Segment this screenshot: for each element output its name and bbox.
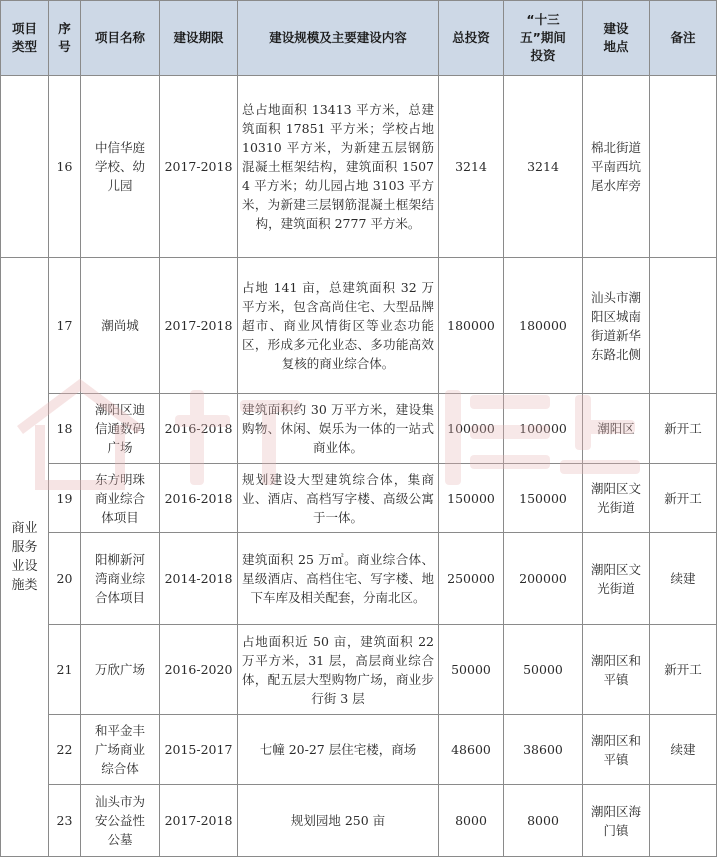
total-cell: 8000	[439, 785, 504, 857]
remark-cell	[650, 258, 717, 394]
scope-cell: 建筑面积约 30 万平方米，建设集购物、休闲、娱乐为一体的一站式商业体。	[238, 394, 439, 464]
table-row	[1, 715, 717, 785]
total-cell: 180000	[439, 258, 504, 394]
scope-cell: 占地面积近 50 亩，建筑面积 22 万平方米，31 层，高层商业综合体，配五层大型购物广场，商业步行街 3 层	[238, 625, 439, 715]
remark-cell	[650, 785, 717, 857]
remark-cell: 新开工	[650, 464, 717, 533]
remark-cell: 新开工	[650, 625, 717, 715]
period-cell: 2017-2018	[160, 785, 238, 857]
location-cell: 汕头市潮阳区城南街道新华东路北侧	[583, 258, 650, 394]
plan-cell: 150000	[504, 464, 583, 533]
total-cell: 48600	[439, 715, 504, 785]
table-row	[1, 625, 717, 715]
location-cell: 潮阳区和平镇	[583, 715, 650, 785]
table-row	[1, 76, 717, 258]
header-row	[1, 1, 717, 76]
seq-cell: 23	[49, 785, 81, 857]
type-cell-empty	[1, 76, 49, 258]
header-period: 建设期限	[160, 1, 238, 76]
plan-cell: 3214	[504, 76, 583, 258]
period-cell: 2016-2018	[160, 464, 238, 533]
name-cell: 潮尚城	[81, 258, 160, 394]
location-cell: 潮阳区海门镇	[583, 785, 650, 857]
period-cell: 2017-2018	[160, 258, 238, 394]
header-name: 项目名称	[81, 1, 160, 76]
seq-cell: 21	[49, 625, 81, 715]
table-row	[1, 394, 717, 464]
plan-cell: 180000	[504, 258, 583, 394]
table-row	[1, 258, 717, 394]
remark-cell: 续建	[650, 533, 717, 625]
scope-cell: 占地 141 亩，总建筑面积 32 万平方米，包含高尚住宅、大型品牌超市、商业风情街区等业态功能区，形成多元化业态、多功能高效复核的商业综合体。	[238, 258, 439, 394]
table-row	[1, 464, 717, 533]
name-cell: 阳柳新河湾商业综合体项目	[81, 533, 160, 625]
remark-cell: 续建	[650, 715, 717, 785]
plan-cell: 38600	[504, 715, 583, 785]
period-cell: 2016-2018	[160, 394, 238, 464]
plan-cell: 8000	[504, 785, 583, 857]
table-row	[1, 785, 717, 857]
seq-cell: 19	[49, 464, 81, 533]
scope-cell: 建筑面积 25 万㎡。商业综合体、星级酒店、高档住宅、写字楼、地下车库及相关配套，分南北区。	[238, 533, 439, 625]
period-cell: 2016-2020	[160, 625, 238, 715]
plan-cell: 50000	[504, 625, 583, 715]
header-type: 项目类型	[1, 1, 49, 76]
scope-cell: 规划园地 250 亩	[238, 785, 439, 857]
scope-cell: 总占地面积 13413 平方米，总建筑面积 17851 平方米；学校占地 10310 平方米，为新建五层钢筋混凝土框架结构，建筑面积 15074 平方米；幼儿园占地 3103 平方米，为新建三层钢筋混凝土框架结构，建筑面积 2777 平方米。	[238, 76, 439, 258]
table-row	[1, 533, 717, 625]
header-scope: 建设规模及主要建设内容	[238, 1, 439, 76]
name-cell: 和平金丰广场商业综合体	[81, 715, 160, 785]
scope-cell: 规划建设大型建筑综合体，集商业、酒店、高档写字楼、高级公寓于一体。	[238, 464, 439, 533]
plan-cell: 200000	[504, 533, 583, 625]
header-location: 建设地点	[583, 1, 650, 76]
seq-cell: 16	[49, 76, 81, 258]
plan-cell: 100000	[504, 394, 583, 464]
name-cell: 中信华庭学校、幼儿园	[81, 76, 160, 258]
period-cell: 2017-2018	[160, 76, 238, 258]
total-cell: 100000	[439, 394, 504, 464]
name-cell: 潮阳区迪信通数码广场	[81, 394, 160, 464]
period-cell: 2015-2017	[160, 715, 238, 785]
header-remark: 备注	[650, 1, 717, 76]
location-cell: 潮阳区和平镇	[583, 625, 650, 715]
remark-cell: 新开工	[650, 394, 717, 464]
category-cell: 商业服务业设施类	[1, 258, 49, 857]
total-cell: 250000	[439, 533, 504, 625]
total-cell: 150000	[439, 464, 504, 533]
seq-cell: 18	[49, 394, 81, 464]
name-cell: 万欣广场	[81, 625, 160, 715]
location-cell: 棉北街道平南西坑尾水库旁	[583, 76, 650, 258]
header-seq: 序号	[49, 1, 81, 76]
seq-cell: 22	[49, 715, 81, 785]
location-cell: 潮阳区	[583, 394, 650, 464]
seq-cell: 17	[49, 258, 81, 394]
name-cell: 汕头市为安公益性公墓	[81, 785, 160, 857]
total-cell: 50000	[439, 625, 504, 715]
location-cell: 潮阳区文光街道	[583, 464, 650, 533]
remark-cell	[650, 76, 717, 258]
location-cell: 潮阳区文光街道	[583, 533, 650, 625]
scope-cell: 七幢 20-27 层住宅楼，商场	[238, 715, 439, 785]
seq-cell: 20	[49, 533, 81, 625]
total-cell: 3214	[439, 76, 504, 258]
name-cell: 东方明珠商业综合体项目	[81, 464, 160, 533]
header-plan: “十三五”期间投资	[504, 1, 583, 76]
header-total: 总投资	[439, 1, 504, 76]
period-cell: 2014-2018	[160, 533, 238, 625]
